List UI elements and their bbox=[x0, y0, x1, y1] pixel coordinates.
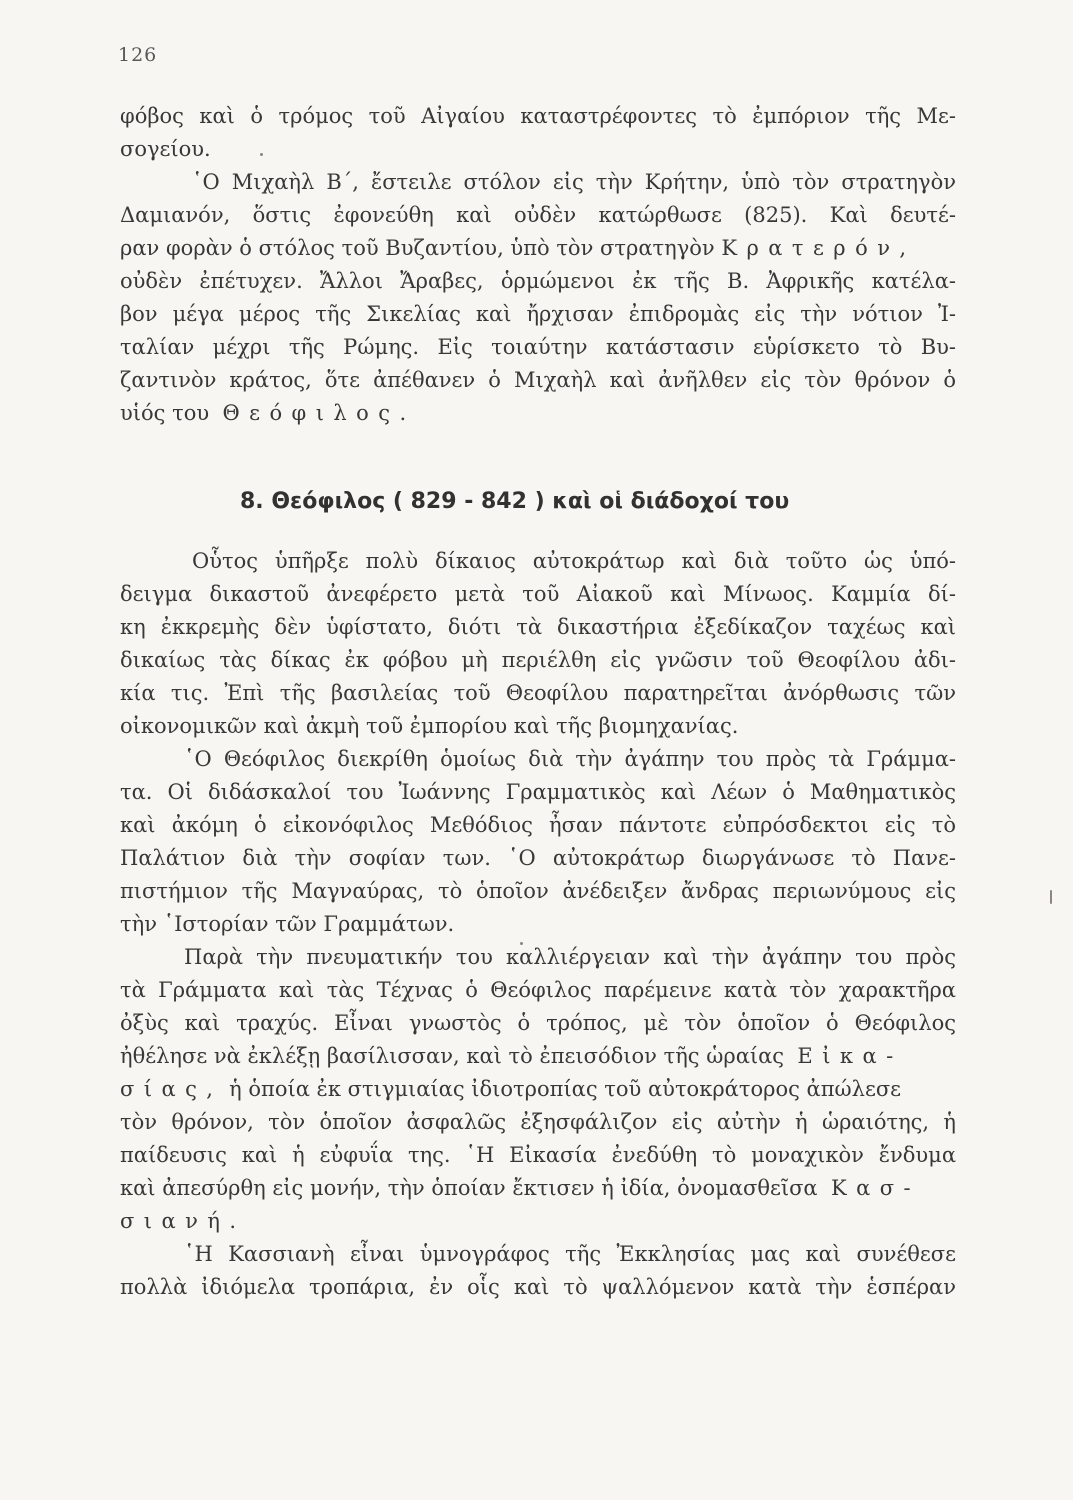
text-line: δικαίως τὰς δίκας ἐκ φόβου μὴ περιέλθη εἰς γνῶσιν τοῦ Θεοφίλου ἀδι- bbox=[120, 648, 956, 672]
text-line: Δαμιανόν, ὅστις ἐφονεύθη καὶ οὐδὲν κατώρθωσε (825). Καὶ δευτέ- bbox=[120, 203, 956, 227]
text-line: φόβος καὶ ὁ τρόμος τοῦ Αἰγαίου καταστρέφοντες τὸ ἐμπόριον τῆς Με- bbox=[120, 104, 956, 128]
text-fragment: καὶ ἀπεσύρθη εἰς μονήν, τὴν ὁποίαν ἔκτισεν ἡ ἰδία, ὀνομασθεῖσα bbox=[120, 1176, 818, 1200]
text-line: δειγμα δικαστοῦ ἀνεφέρετο μετὰ τοῦ Αἰακοῦ καὶ Μίνωος. Καμμία δί- bbox=[120, 582, 956, 606]
scan-speck bbox=[1050, 890, 1052, 904]
text-line: Παρὰ τὴν πνευματικήν του καλλιέργειαν καὶ τὴν ἀγάπην του πρὸς bbox=[184, 945, 956, 969]
page-number: 126 bbox=[118, 44, 158, 66]
text-line: τα. Οἱ διδάσκαλοί του Ἰωάννης Γραμματικὸς καὶ Λέων ὁ Μαθηματικὸς bbox=[120, 780, 956, 804]
spaced-name: Θεόφιλος. bbox=[222, 401, 416, 425]
text-line: οὐδὲν ἐπέτυχεν. Ἄλλοι Ἄραβες, ὁρμώμενοι ἐκ τῆς Β. Ἀφρικῆς κατέλα- bbox=[120, 269, 956, 293]
text-line bbox=[120, 1073, 956, 1106]
text-fragment: υἱός του bbox=[120, 401, 210, 425]
text-line: κία τις. Ἐπὶ τῆς βασιλείας τοῦ Θεοφίλου παρατηρεῖται ἀνόρθωσις τῶν bbox=[120, 681, 956, 705]
spaced-name: σίας, bbox=[120, 1077, 223, 1101]
spaced-name: Κασ- bbox=[830, 1176, 921, 1200]
text-line: τὰ Γράμματα καὶ τὰς Τέχνας ὁ Θεόφιλος παρέμεινε κατὰ τὸν χαρακτῆρα bbox=[120, 978, 956, 1002]
text-line bbox=[120, 232, 956, 265]
text-line: οἰκονομικῶν καὶ ἀκμὴ τοῦ ἐμπορίου καὶ τῆς βιομηχανίας. bbox=[120, 714, 739, 738]
text-line: καὶ ἀκόμη ὁ εἰκονόφιλος Μεθόδιος ἦσαν πάντοτε εὐπρόσδεκτοι εἰς τὸ bbox=[120, 813, 956, 837]
text-line bbox=[120, 1172, 956, 1205]
text-line: πολλὰ ἰδιόμελα τροπάρια, ἐν οἷς καὶ τὸ ψαλλόμενον κατὰ τὴν ἑσπέραν bbox=[120, 1275, 956, 1299]
text-line: Οὗτος ὑπῆρξε πολὺ δίκαιος αὐτοκράτωρ καὶ διὰ τοῦτο ὡς ὑπό- bbox=[192, 549, 956, 573]
scan-speck bbox=[260, 153, 263, 156]
text-line: πιστήμιον τῆς Μαγναύρας, τὸ ὁποῖον ἀνέδειξεν ἄνδρας περιωνύμους εἰς bbox=[120, 879, 956, 903]
text-line: ῾Ο Θεόφιλος διεκρίθη ὁμοίως διὰ τὴν ἀγάπην του πρὸς τὰ Γράμμα- bbox=[184, 747, 956, 771]
text-line: ὀξὺς καὶ τραχύς. Εἶναι γνωστὸς ὁ τρόπος, μὲ τὸν ὁποῖον ὁ Θεόφιλος bbox=[120, 1011, 956, 1035]
text-line: κη ἐκκρεμὴς δὲν ὑφίστατο, διότι τὰ δικαστήρια ἐξεδίκαζον ταχέως καὶ bbox=[120, 615, 956, 639]
text-line: Παλάτιον διὰ τὴν σοφίαν των. ῾Ο αὐτοκράτωρ διωργάνωσε τὸ Πανε- bbox=[120, 846, 956, 870]
spaced-name: σιανή. bbox=[120, 1209, 246, 1233]
text-fragment: ἡ ὁποία ἐκ στιγμιαίας ἰδιοτροπίας τοῦ αὐτοκράτορος ἀπώλεσε bbox=[229, 1077, 902, 1101]
text-fragment: ἠθέλησε νὰ ἐκλέξῃ βασίλισσαν, καὶ τὸ ἐπεισόδιον τῆς ὡραίας bbox=[120, 1044, 785, 1068]
text-line bbox=[120, 397, 956, 430]
text-line: βον μέγα μέρος τῆς Σικελίας καὶ ἤρχισαν ἐπιδρομὰς εἰς τὴν νότιον Ἰ- bbox=[120, 302, 956, 326]
text-line: ῾Η Κασσιανὴ εἶναι ὑμνογράφος τῆς Ἐκκλησίας μας καὶ συνέθεσε bbox=[184, 1242, 956, 1266]
text-line: τὸν θρόνον, τὸν ὁποῖον ἀσφαλῶς ἐξησφάλιζον εἰς αὐτὴν ἡ ὡραιότης, ἡ bbox=[120, 1110, 956, 1134]
text-line bbox=[120, 1205, 956, 1238]
text-line: ζαντινὸν κράτος, ὅτε ἀπέθανεν ὁ Μιχαὴλ καὶ ἀνῆλθεν εἰς τὸν θρόνον ὁ bbox=[120, 368, 956, 392]
section-heading: 8. Θεόφιλος ( 829 - 842 ) καὶ οἱ διάδοχοί του bbox=[240, 489, 790, 514]
text-block-bottom bbox=[120, 545, 956, 1304]
text-line: ῾Ο Μιχαὴλ Β΄, ἔστειλε στόλον εἰς τὴν Κρήτην, ὑπὸ τὸν στρατηγὸν bbox=[192, 170, 956, 194]
scan-speck bbox=[520, 942, 523, 945]
text-line: παίδευσις καὶ ἡ εὐφυΐα της. ῾Η Εἰκασία ἐνεδύθη τὸ μοναχικὸν ἔνδυμα bbox=[120, 1143, 956, 1167]
spaced-name: Εἰκα- bbox=[797, 1044, 903, 1068]
text-line bbox=[120, 1040, 956, 1073]
text-line: σογείου. bbox=[120, 137, 211, 161]
text-line: ταλίαν μέχρι τῆς Ρώμης. Εἰς τοιαύτην κατάστασιν εὑρίσκετο τὸ Βυ- bbox=[120, 335, 956, 359]
spaced-name: Κρατερόν, bbox=[721, 236, 916, 260]
text-line: τὴν ῾Ιστορίαν τῶν Γραμμάτων. bbox=[120, 912, 455, 936]
text-fragment: ραν φορὰν ὁ στόλος τοῦ Βυζαντίου, ὑπὸ τὸν στρατηγὸν bbox=[120, 236, 715, 260]
text-block-top bbox=[120, 100, 956, 430]
